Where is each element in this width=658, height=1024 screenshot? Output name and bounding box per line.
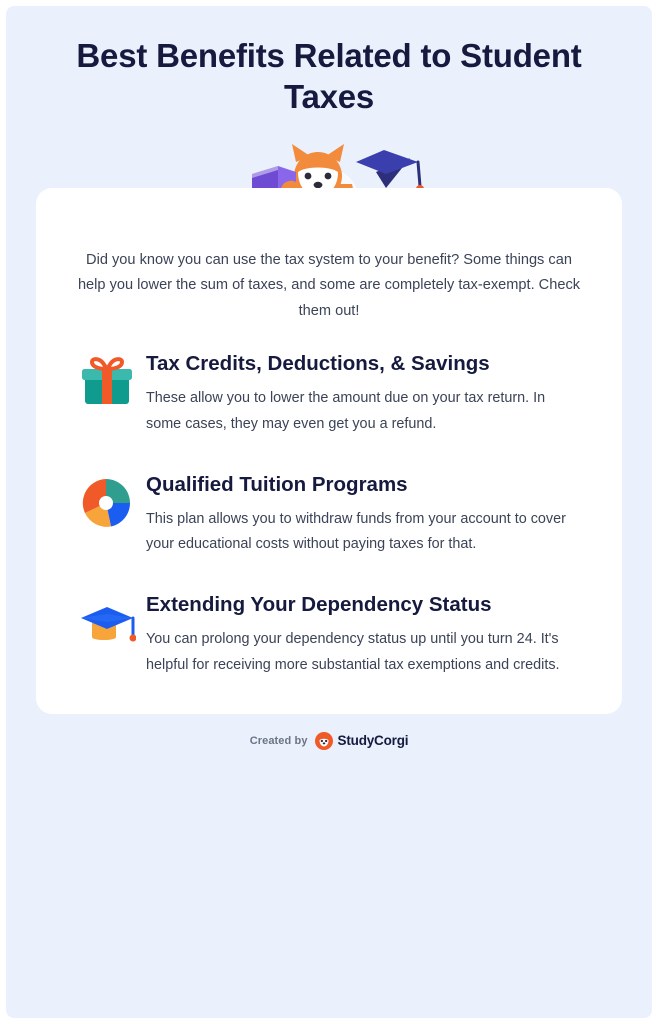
list-item bbox=[36, 471, 622, 557]
list-item-text: You can prolong your dependency status up until you turn 24. It's helpful for receiving more substantial tax exemptions and credits. bbox=[146, 631, 560, 673]
graduation-cap-icon bbox=[80, 591, 146, 654]
list-item-text: These allow you to lower the amount due on your tax return. In some cases, they may even get you a refund. bbox=[146, 390, 546, 432]
list-item bbox=[36, 350, 622, 436]
brand-name: StudyCorgi bbox=[337, 733, 409, 749]
brand-logo[interactable] bbox=[315, 732, 409, 750]
list-item bbox=[36, 591, 622, 677]
list-item-text: This plan allows you to withdraw funds from your account to cover your educational costs without paying taxes for that. bbox=[146, 510, 566, 553]
studycorgi-dog-logo bbox=[315, 732, 333, 750]
created-by-label: Created by bbox=[249, 734, 308, 747]
benefits-list bbox=[36, 350, 622, 677]
gift-box-icon bbox=[80, 350, 146, 413]
list-item-title: Qualified Tuition Programs bbox=[146, 472, 408, 496]
intro-paragraph: Did you know you can use the tax system to your benefit? Some things can help you lower the sum of taxes, and some are completely tax-exempt. Check them out! bbox=[77, 251, 581, 319]
content-card bbox=[36, 188, 622, 714]
footer bbox=[250, 732, 409, 750]
page-title: Best Benefits Related to Student Taxes bbox=[76, 37, 582, 115]
pie-chart-puzzle-icon bbox=[80, 471, 146, 534]
list-item-title: Tax Credits, Deductions, & Savings bbox=[146, 352, 490, 376]
list-item-title: Extending Your Dependency Status bbox=[146, 593, 492, 617]
